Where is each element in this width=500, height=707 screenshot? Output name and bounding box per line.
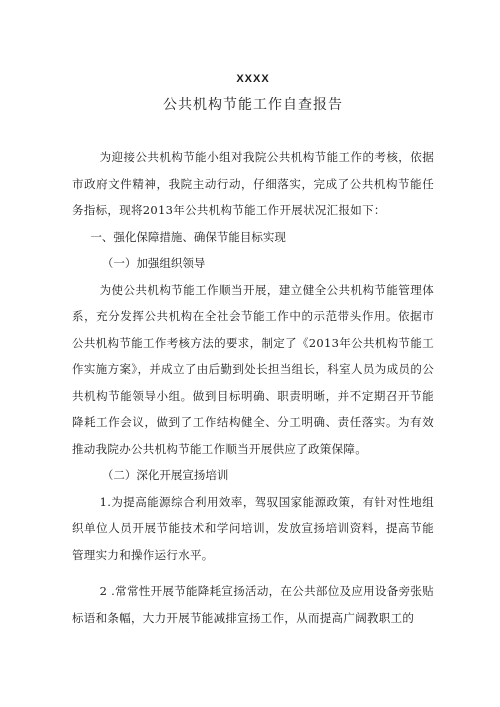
- body-paragraph-3: 2 .常常性开展节能降耗宣扬活动，在公共部位及应用设备旁张贴标语和条幅，大力开展节能减排宣扬工作，从而提高广阔教职工的: [72, 584, 434, 625]
- body-paragraph-2: 1.为提高能源综合利用效率，驾驭国家能源政策，有针对性地组织单位人员开展节能技术和学问培训，发放宣扬培训资料，提高节能管理实力和操作运行水平。: [72, 494, 434, 562]
- subsection-heading-1: （一）加强组织领导: [101, 256, 206, 270]
- subsection-heading-2: （二）深化开展宣扬培训: [101, 468, 229, 482]
- section-heading-1: 一、强化保障措施、确保节能目标实现: [90, 229, 286, 244]
- paragraph-gap: [72, 568, 434, 578]
- document-heading: XXXX: [236, 73, 270, 85]
- body-paragraph-1: 为使公共机构节能工作顺当开展，建立健全公共机构节能管理体系，充分发挥公共机构在全社会节能工作中的示范带头作用。依据市公共机构节能工作考核方法的要求，制定了《2013年公共机构节能工作实施方案》，并成立了由后勤到处长担当组长，科室人员为成员的公共机构节能领导小组。做到目标明确、职责明晰，并不定期召开节能降耗工作会议，做到了工作结构健全、分工明确、责任落实。为有效推动我院办公共机构节能工作顺当开展供应了政策保障。: [72, 282, 434, 456]
- document-title: 公共机构节能工作自查报告: [163, 97, 343, 113]
- intro-paragraph: 为迎接公共机构节能小组对我院公共机构节能工作的考核，依据市政府文件精神，我院主动行动，仔细落实，完成了公共机构节能任务指标，现将2013年公共机构节能工作开展状况汇报如下：: [72, 150, 434, 217]
